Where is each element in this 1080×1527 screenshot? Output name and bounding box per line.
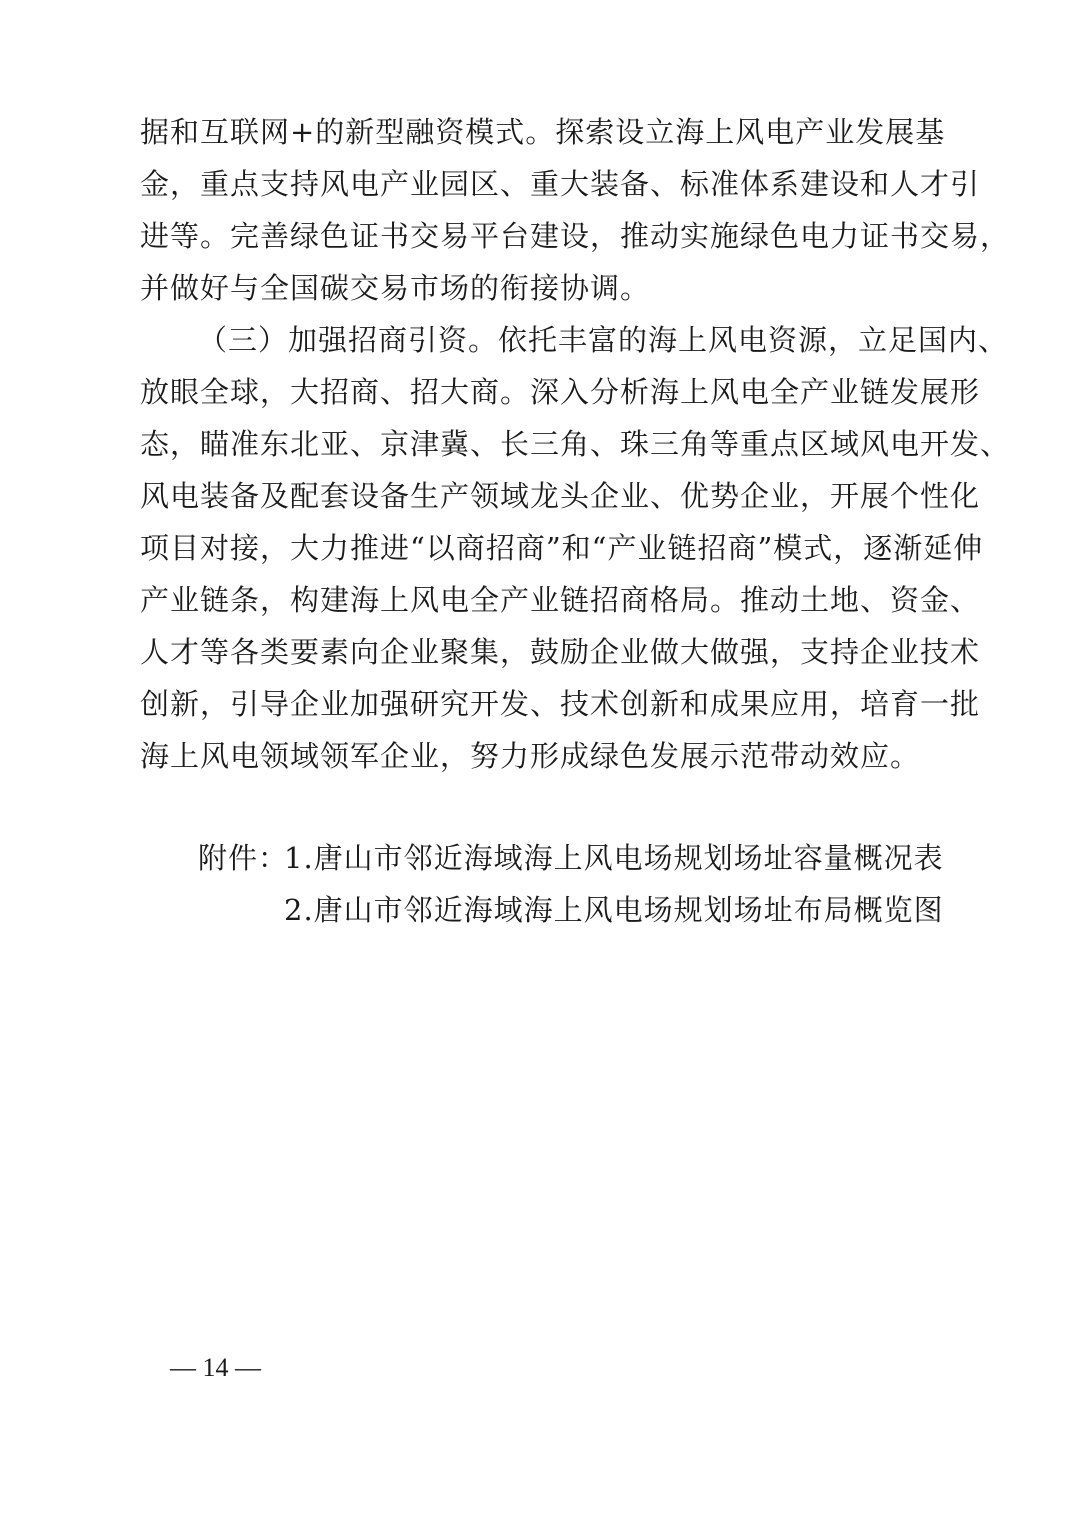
- body-line: 并做好与全国碳交易市场的衔接协调。: [140, 271, 651, 305]
- section-heading-line: （三）加强招商引资。依托丰富的海上风电资源，立足国内、: [198, 323, 1009, 357]
- body-line: 据和互联网+的新型融资模式。探索设立海上风电产业发展基: [140, 115, 946, 149]
- body-line: 海上风电领域领军企业，努力形成绿色发展示范带动效应。: [140, 739, 921, 773]
- body-line: 态，瞄准东北亚、京津冀、长三角、珠三角等重点区域风电开发、: [140, 427, 1011, 461]
- body-line: 放眼全球，大招商、招大商。深入分析海上风电全产业链发展形: [140, 375, 981, 409]
- body-line: 产业链条，构建海上风电全产业链招商格局。推动土地、资金、: [140, 583, 981, 617]
- attachment-item: 1.唐山市邻近海域海上风电场规划场址容量概况表: [284, 841, 944, 875]
- body-line: 人才等各类要素向企业聚集，鼓励企业做大做强，支持企业技术: [140, 635, 981, 669]
- body-line: 金，重点支持风电产业园区、重大装备、标准体系建设和人才引: [140, 167, 981, 201]
- page-number: — 14 —: [170, 1353, 261, 1382]
- body-line: 创新，引导企业加强研究开发、技术创新和成果应用，培育一批: [140, 687, 981, 721]
- body-line: 风电装备及配套设备生产领域龙头企业、优势企业，开展个性化: [140, 479, 981, 513]
- body-line: 进等。完善绿色证书交易平台建设，推动实施绿色电力证书交易，: [140, 219, 1011, 253]
- body-line: 项目对接，大力推进“以商招商”和“产业链招商”模式，逐渐延伸: [140, 531, 984, 565]
- attachment-item: 2.唐山市邻近海域海上风电场规划场址布局概览图: [284, 893, 944, 927]
- attachments-label: 附件：: [198, 841, 289, 875]
